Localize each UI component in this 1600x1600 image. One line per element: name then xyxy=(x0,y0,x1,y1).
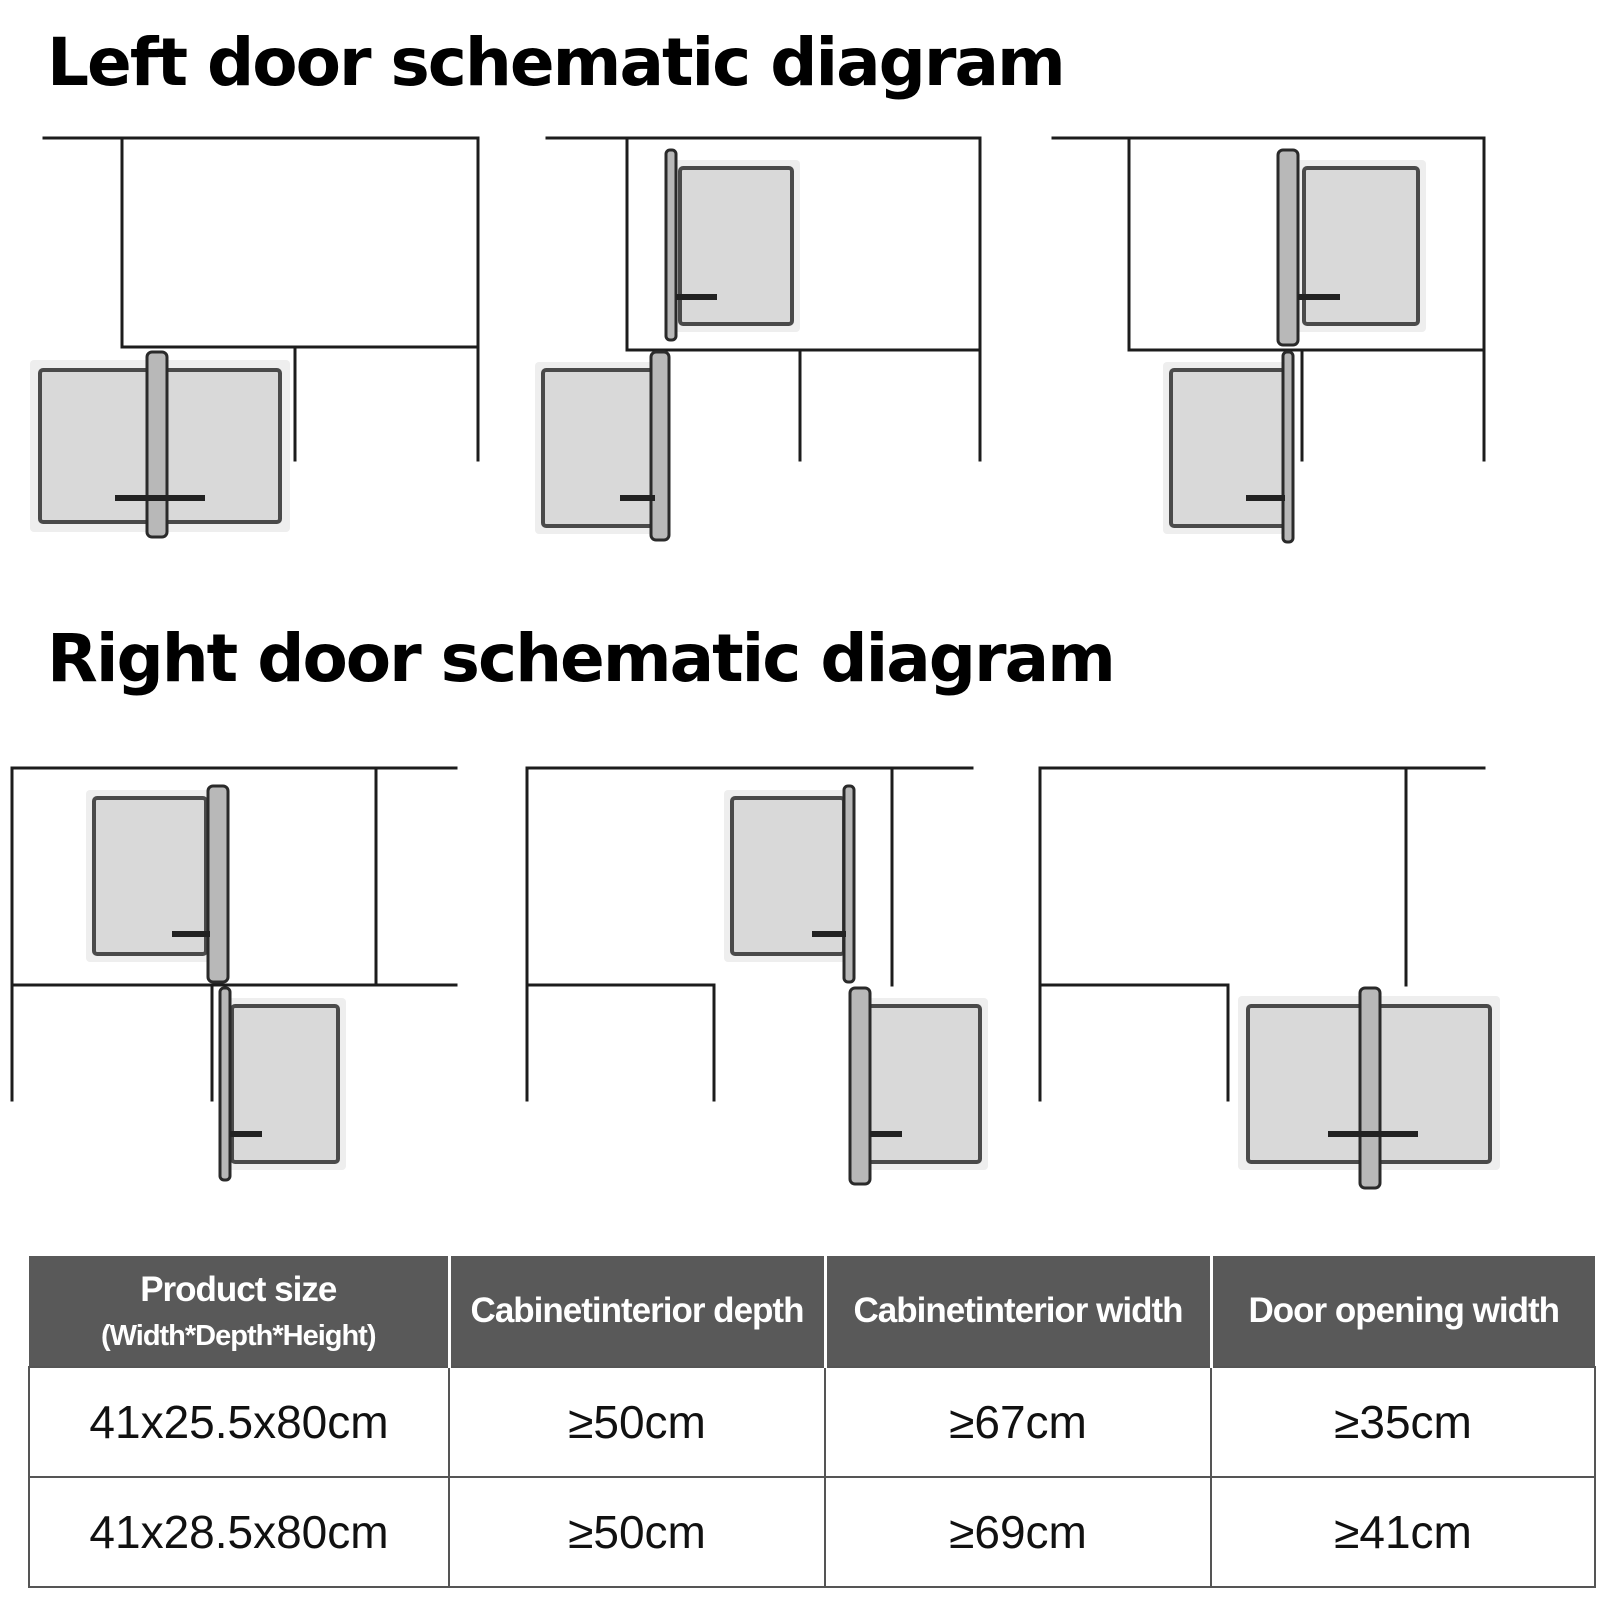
left-door-heading: Left door schematic diagram xyxy=(47,24,1064,101)
cell-product-size: 41x28.5x80cm xyxy=(29,1477,449,1587)
cell-door-opening-width: ≥41cm xyxy=(1211,1477,1595,1587)
table-row xyxy=(29,1367,1595,1477)
header-door-opening-width: Door opening width xyxy=(1211,1256,1595,1367)
cell-door-opening-width: ≥35cm xyxy=(1211,1367,1595,1477)
cell-interior-width: ≥69cm xyxy=(825,1477,1211,1587)
product-size-table xyxy=(28,1256,1596,1588)
table-header-row xyxy=(29,1256,1595,1367)
cell-interior-width: ≥67cm xyxy=(825,1367,1211,1477)
left-door-diagrams xyxy=(0,120,1600,560)
right-door-diagrams xyxy=(0,740,1600,1190)
right-door-panel-3 xyxy=(1040,768,1500,1188)
left-door-panel-1 xyxy=(30,138,478,537)
cell-interior-depth: ≥50cm xyxy=(449,1367,825,1477)
left-door-panel-3 xyxy=(1053,138,1484,542)
header-product-size-title: Product size xyxy=(140,1269,337,1309)
table-row xyxy=(29,1477,1595,1587)
header-cabinet-interior-depth: Cabinetinterior depth xyxy=(449,1256,825,1367)
cell-product-size: 41x25.5x80cm xyxy=(29,1367,449,1477)
right-door-heading: Right door schematic diagram xyxy=(47,620,1114,697)
left-door-panel-2 xyxy=(535,138,980,540)
right-door-panel-2 xyxy=(527,768,988,1184)
cell-interior-depth: ≥50cm xyxy=(449,1477,825,1587)
right-door-panel-1 xyxy=(12,768,456,1180)
header-cabinet-interior-width: Cabinetinterior width xyxy=(825,1256,1211,1367)
header-product-size xyxy=(29,1256,449,1367)
header-product-size-subtitle: (Width*Depth*Height) xyxy=(100,1319,376,1352)
